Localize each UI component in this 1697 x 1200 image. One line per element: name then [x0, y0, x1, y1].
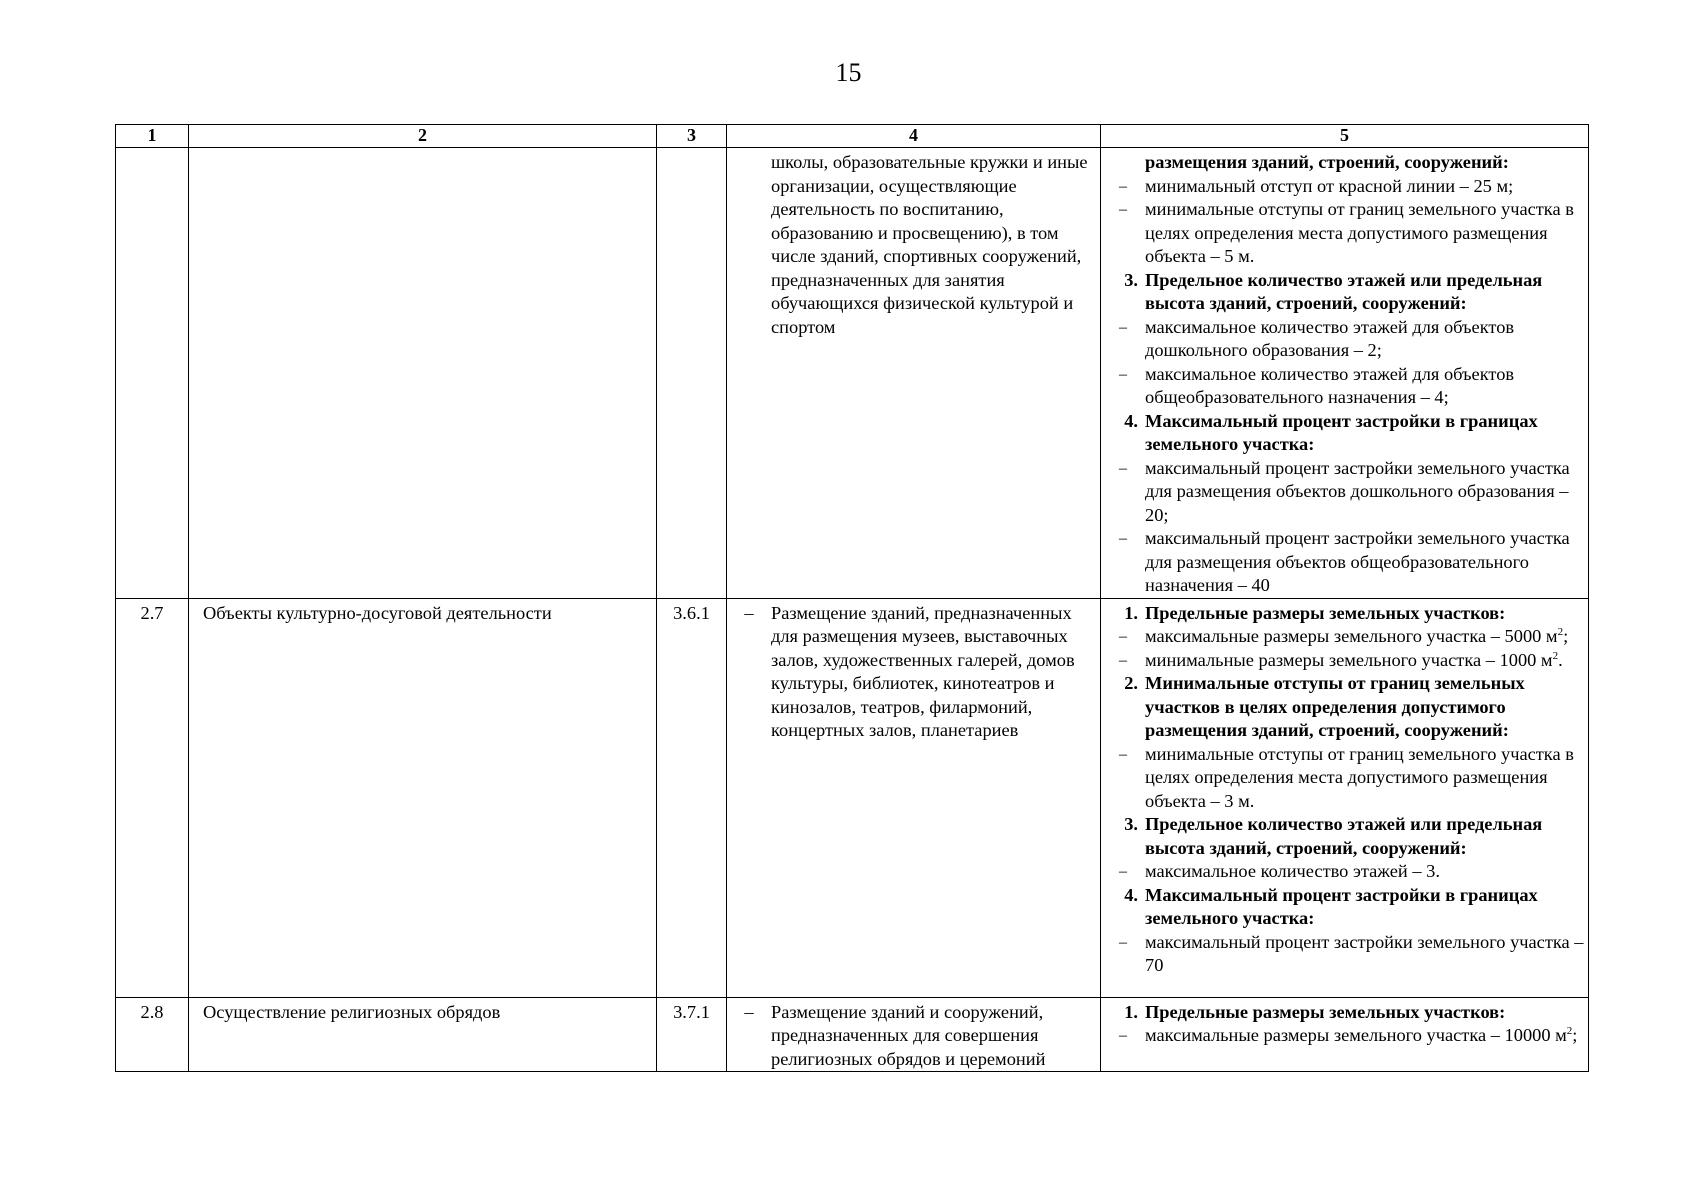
use-code-cell: 3.6.1: [657, 598, 727, 997]
item-text: минимальные размеры земельного участка – 1000 м: [1145, 649, 1553, 670]
parameter-heading: [1101, 410, 1584, 457]
use-type-name-cell: Осуществление религиозных обрядов: [189, 997, 657, 1072]
item-text: максимальное количество этажей для объектов общеобразовательного назначения – 4;: [1145, 363, 1515, 407]
parameter-item: [1101, 649, 1584, 673]
unit-superscript: 2: [1552, 649, 1559, 662]
item-number: 4.: [1124, 410, 1138, 431]
parameter-heading: [1101, 1001, 1584, 1025]
item-text: максимальное количество этажей – 3.: [1145, 861, 1440, 881]
item-bullet: –: [1119, 459, 1127, 477]
item-bullet: –: [1119, 933, 1127, 951]
item-text: максимальные размеры земельного участка – 10000 м: [1145, 1025, 1567, 1045]
item-text: Минимальные отступы от границ земельных участков в целях определения допустимого размещения зданий, строений, сооружений:: [1145, 673, 1525, 740]
use-type-name-cell: [189, 148, 657, 599]
description-text: школы, образовательные кружки и иные организации, осуществляющие деятельность по воспитанию, образованию и просвещению), в том числе зданий, спортивных сооружений, предназначенных для занятия обучающихся физической культурой и спортом: [771, 152, 1088, 337]
item-text-wrap: [1145, 316, 1584, 363]
item-text-wrap: [1145, 527, 1584, 598]
item-text-wrap: [1145, 813, 1584, 860]
description-text: Размещение зданий, предназначенных для размещения музеев, выставочных залов, художественных галерей, домов культуры, библиотек, кинотеатров и кинозалов, театров, филармоний, концертных залов, планетариев: [771, 602, 1075, 740]
item-number: 1.: [1124, 602, 1138, 623]
description-bullet: [727, 151, 771, 339]
parameter-heading: [1101, 269, 1584, 316]
header-cell-2: 2: [189, 125, 657, 148]
item-text: максимальное количество этажей для объектов дошкольного образования – 2;: [1145, 316, 1515, 360]
use-type-name-cell: Объекты культурно-досуговой деятельности: [189, 598, 657, 997]
header-cell-4: 4: [727, 125, 1101, 148]
item-text: размещения зданий, строений, сооружений:: [1145, 152, 1509, 172]
use-code-cell: 3.7.1: [657, 997, 727, 1072]
item-text-wrap: [1145, 672, 1584, 743]
item-text-wrap: [1145, 1024, 1584, 1048]
item-bullet: –: [1119, 177, 1127, 195]
parameter-heading: [1101, 151, 1584, 175]
parameter-item: [1101, 931, 1584, 978]
item-text-wrap: [1145, 151, 1584, 175]
table-row: [116, 997, 1589, 1072]
parameter-heading: [1101, 813, 1584, 860]
parameters-cell: [1101, 148, 1589, 599]
item-text: Максимальный процент застройки в границах земельного участка:: [1145, 410, 1538, 454]
row-number-cell: 2.7: [116, 598, 189, 997]
item-bullet: –: [1119, 745, 1127, 763]
unit-superscript: 2: [1557, 625, 1564, 638]
header-row: [116, 125, 1589, 148]
item-number: 2.: [1124, 673, 1138, 693]
page-number: 15: [835, 58, 862, 87]
item-text: максимальные размеры земельного участка – 5000 м: [1145, 626, 1558, 646]
parameter-item: [1101, 625, 1584, 649]
item-punctuation: ;: [1572, 1025, 1578, 1045]
item-text-wrap: [1145, 743, 1584, 814]
item-text: минимальные отступы от границ земельного участка в целях определения места допустимого размещения объекта – 3 м.: [1145, 743, 1574, 811]
item-punctuation: .: [1558, 649, 1563, 670]
item-text-wrap: [1145, 198, 1584, 269]
land-use-table: [115, 124, 1589, 1072]
item-text-wrap: [1145, 410, 1584, 457]
item-number: 1.: [1124, 1001, 1138, 1022]
row-number-cell: [116, 148, 189, 599]
header-cell-3: 3: [657, 125, 727, 148]
item-number: 4.: [1124, 884, 1138, 905]
item-bullet: –: [1119, 863, 1127, 880]
table-body: [116, 148, 1589, 1072]
item-text: максимальный процент застройки земельного участка для размещения объектов общеобразовательного назначения – 40: [1145, 528, 1570, 595]
item-text: максимальный процент застройки земельного участка для размещения объектов дошкольного образования – 20;: [1145, 457, 1570, 525]
item-text-wrap: [1145, 931, 1584, 978]
item-text: Предельное количество этажей или предельная высота зданий, строений, сооружений:: [1145, 269, 1543, 313]
description-bullet: –: [744, 1001, 754, 1022]
header-cell-5: 5: [1101, 125, 1589, 148]
item-text-wrap: [1145, 602, 1584, 626]
description-cell: [727, 598, 1101, 997]
item-bullet: –: [1119, 651, 1127, 669]
item-text: Предельные размеры земельных участков:: [1145, 602, 1506, 623]
parameter-item: [1101, 743, 1584, 814]
parameter-item: [1101, 316, 1584, 363]
unit-superscript: 2: [1566, 1024, 1573, 1037]
item-text-wrap: [1145, 625, 1584, 649]
item-text-wrap: [1145, 269, 1584, 316]
parameter-item: [1101, 363, 1584, 410]
parameter-item: [1101, 1024, 1584, 1048]
description-bullet: –: [744, 602, 754, 623]
item-text-wrap: [1145, 884, 1584, 931]
description-cell: [727, 148, 1101, 599]
item-bullet: –: [1119, 1027, 1127, 1044]
item-text-wrap: [1145, 457, 1584, 528]
table-row: [116, 598, 1589, 997]
item-text: минимальный отступ от красной линии – 25 м;: [1145, 175, 1514, 196]
parameter-item: [1101, 175, 1584, 199]
item-text: Максимальный процент застройки в границах земельного участка:: [1145, 884, 1538, 928]
parameter-heading: [1101, 602, 1584, 626]
table-row: [116, 148, 1589, 599]
header-cell-1: 1: [116, 125, 189, 148]
item-text-wrap: [1145, 1001, 1584, 1025]
parameter-item: [1101, 860, 1584, 884]
item-text-wrap: [1145, 860, 1584, 884]
item-punctuation: ;: [1563, 626, 1569, 646]
parameter-item: [1101, 457, 1584, 528]
item-bullet: –: [1119, 318, 1127, 336]
item-text-wrap: [1145, 363, 1584, 410]
parameter-heading: [1101, 884, 1584, 931]
parameter-item: [1101, 198, 1584, 269]
item-text: минимальные отступы от границ земельного участка в целях определения места допустимого размещения объекта – 5 м.: [1145, 199, 1574, 266]
use-code-cell: [657, 148, 727, 599]
item-text: Предельное количество этажей или предельная высота зданий, строений, сооружений:: [1145, 814, 1543, 858]
item-number: 3.: [1124, 269, 1138, 290]
description-cell: [727, 997, 1101, 1072]
item-text-wrap: [1145, 175, 1584, 199]
description-text: Размещение зданий и сооружений, предназначенных для совершения религиозных обрядов и церемоний: [771, 1001, 1046, 1069]
item-bullet: –: [1119, 365, 1127, 383]
item-text-wrap: [1145, 649, 1584, 673]
parameter-heading: [1101, 672, 1584, 743]
item-bullet: –: [1119, 530, 1127, 547]
item-bullet: –: [1119, 628, 1127, 645]
item-number: 3.: [1124, 814, 1138, 834]
item-text: максимальный процент застройки земельного участка – 70: [1145, 931, 1584, 975]
parameter-item: [1101, 527, 1584, 598]
parameters-cell: [1101, 598, 1589, 997]
item-bullet: –: [1119, 201, 1127, 218]
row-number-cell: 2.8: [116, 997, 189, 1072]
item-text: Предельные размеры земельных участков:: [1145, 1001, 1506, 1022]
parameters-cell: [1101, 997, 1589, 1072]
item-number: [1101, 151, 1145, 175]
